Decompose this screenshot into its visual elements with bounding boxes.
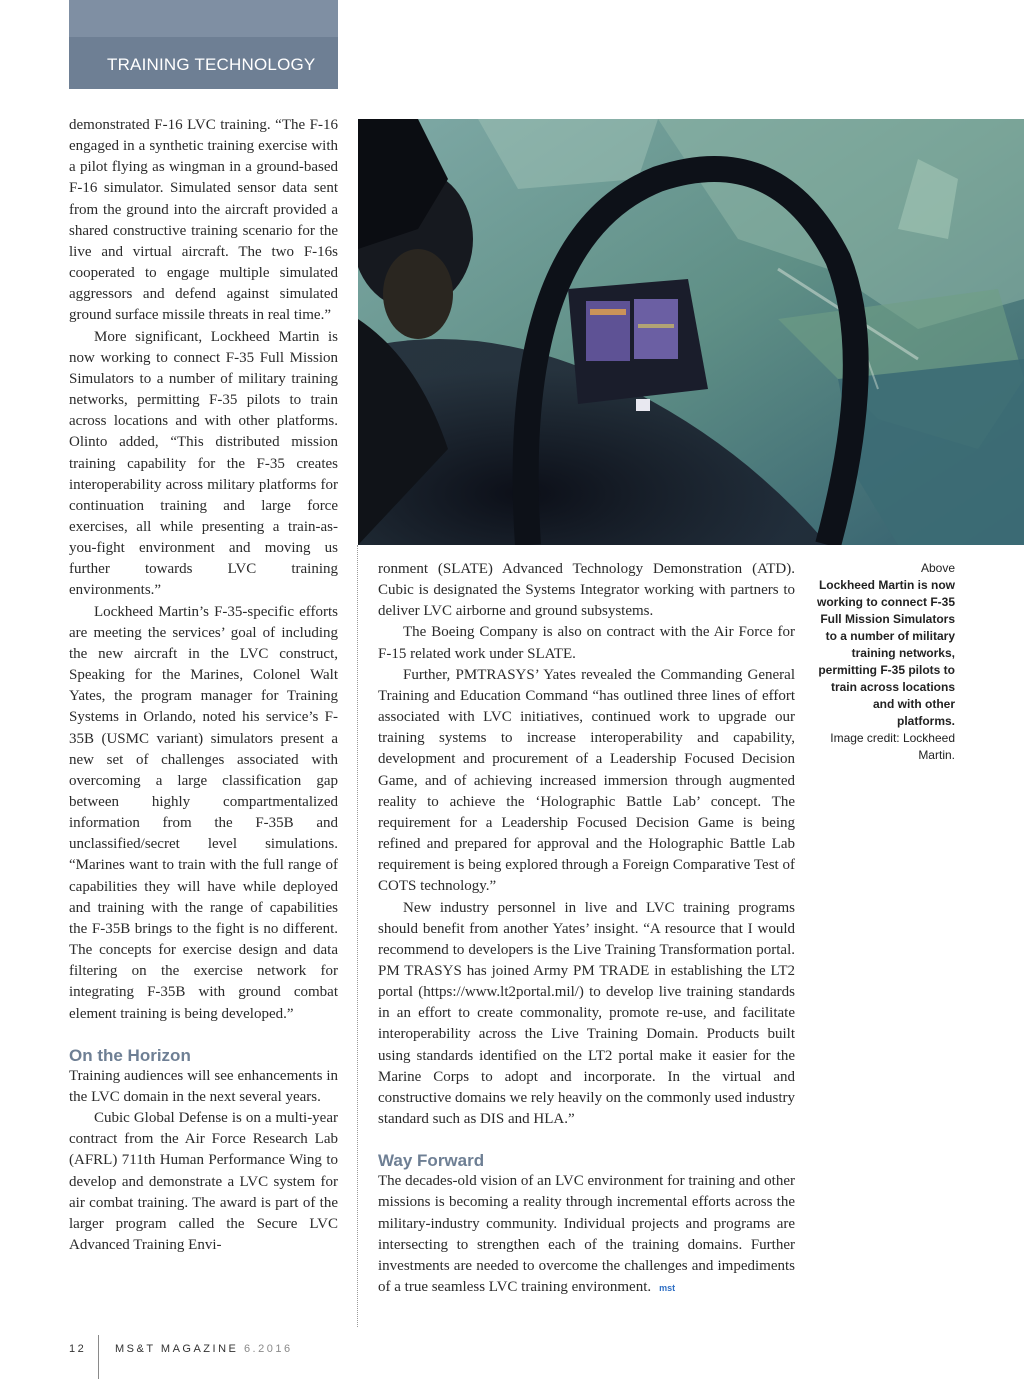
caption-body: Lockheed Martin is now working to connect F-35 Full Mission Simulators to a number of military training networks, permitting F-35 pilots to train across locations and with other platforms. (816, 578, 955, 728)
section-heading-on-the-horizon: On the Horizon (69, 1045, 191, 1065)
mst-end-mark: mst (659, 1283, 676, 1293)
paragraph: ronment (SLATE) Advanced Technology Demonstration (ATD). Cubic is designated the Systems Integrator working with partners to deliver LVC airborne and ground subsystems. (378, 561, 795, 620)
paragraph: Further, PMTRASYS’ Yates revealed the Commanding General Training and Education Command “has outlined three lines of effort associated with LVC initiatives, continued work to upgrade our training systems to increase interoperability and capability, development and procurement of a Leadership Focused Decision Game, and of achieving increased immersion through augmented reality to achieve the ‘Holographic Battle Lab’ concept. The requirement for a Leadership Focused Decision Game is being refined and prepared for approval and the Holographic Battle Lab requirement is being explored through a Foreign Comparative Test of COTS technology.” (378, 666, 795, 895)
paragraph: More significant, Lockheed Martin is now working to connect F-35 Full Mission Simulators to a number of military training networks, permitting F-35 pilots to train across locations and with other platforms. Olinto added, “This distributed mission training capability for the F-35 creates interoperability across military platforms for continuation training and large force exercises, all while presenting a train-as-you-fight environment and moving us further towards LVC training environments.” (69, 328, 338, 599)
photo-illustration (358, 119, 1024, 545)
caption-credit: Image credit: Lockheed Martin. (830, 731, 955, 762)
photo-caption (814, 560, 955, 764)
section-header-tab (69, 0, 338, 89)
paragraph: The Boeing Company is also on contract with the Air Force for F-15 related work under SLATE. (378, 624, 795, 662)
page-number: 12 (69, 1343, 87, 1355)
f35-simulator-photo (358, 119, 1024, 545)
page-footer (69, 1335, 469, 1379)
magazine-name: MS&T MAGAZINE (115, 1343, 239, 1355)
article-column-left (69, 115, 338, 1256)
closing-paragraph (378, 1171, 795, 1299)
issue-date: 6.2016 (243, 1343, 293, 1355)
closing-text: The decades-old vision of an LVC environment for training and other missions is becoming a reality through incremental efforts across the military-industry community. Individual projects and programs are intersecting to strengthen each of the training domains. Further investments are needed to overcome the challenges and impediments of a true seamless LVC training environment. (378, 1173, 795, 1295)
footer-rule (98, 1335, 99, 1379)
paragraph: Cubic Global Defense is on a multi-year contract from the Air Force Research Lab (AFRL) 711th Human Performance Wing to develop and demonstrate a LVC system for air combat training. The award is part of the larger program called the Secure LVC Advanced Training Envi- (69, 1110, 338, 1253)
article-column-middle (378, 559, 795, 1299)
header-band (69, 0, 338, 37)
paragraph: demonstrated F-16 LVC training. “The F-16 engaged in a synthetic training exercise with a pilot flying as wingman in a ground-based F-16 simulator. Simulated sensor data sent from the ground into the aircraft provided a shared constructive training scenario for the live and virtual aircraft. The two F-16s cooperated to engage multiple simulated aggressors and defend against simulated ground surface missile threats in real time.” (69, 117, 338, 324)
paragraph: Training audiences will see enhancements in the LVC domain in the next several years. (69, 1067, 338, 1105)
paragraph: New industry personnel in live and LVC training programs should benefit from another Yates’ insight. “A resource that I would recommend to developers is the Live Training Transformation portal. PM TRASYS has joined Army PM TRADE in establishing the LT2 portal (https://www.lt2portal.mil/) to develop live training standards in an effort to create commonality, promote re-use, and facilitate interoperability across the Live Training Domain. Products built using standards identified on the LT2 portal make it easier for the Marine Corps to adopt and incorporate. In the virtual and constructive domains we rely heavily on the commonly used industry standard such as DIS and HLA.” (378, 899, 795, 1128)
footer-magazine (115, 1343, 293, 1355)
column-divider (357, 545, 358, 1327)
paragraph: Lockheed Martin’s F-35-specific efforts are meeting the services’ goal of including the new aircraft in the LVC construct, Speaking for the Marines, Colonel Walt Yates, the program manager for Training Systems in Orlando, noted his service’s F-35B (USMC variant) simulators present a new set of challenges associated with overcoming a large classification gap between highly compartmentalized information from the F-35B and unclassified/secret level simulations. “Marines want to train with the full range of capabilities they will have while deployed and training with the range of capabilities the F-35B brings to the fight is no different. The concepts for exercise design and data filtering on the exercise network for integrating F-35B with ground combat element training is being developed.” (69, 603, 338, 1022)
section-label: TRAINING TECHNOLOGY (107, 55, 316, 74)
caption-kicker: Above (920, 561, 955, 575)
section-heading-way-forward: Way Forward (378, 1151, 485, 1171)
